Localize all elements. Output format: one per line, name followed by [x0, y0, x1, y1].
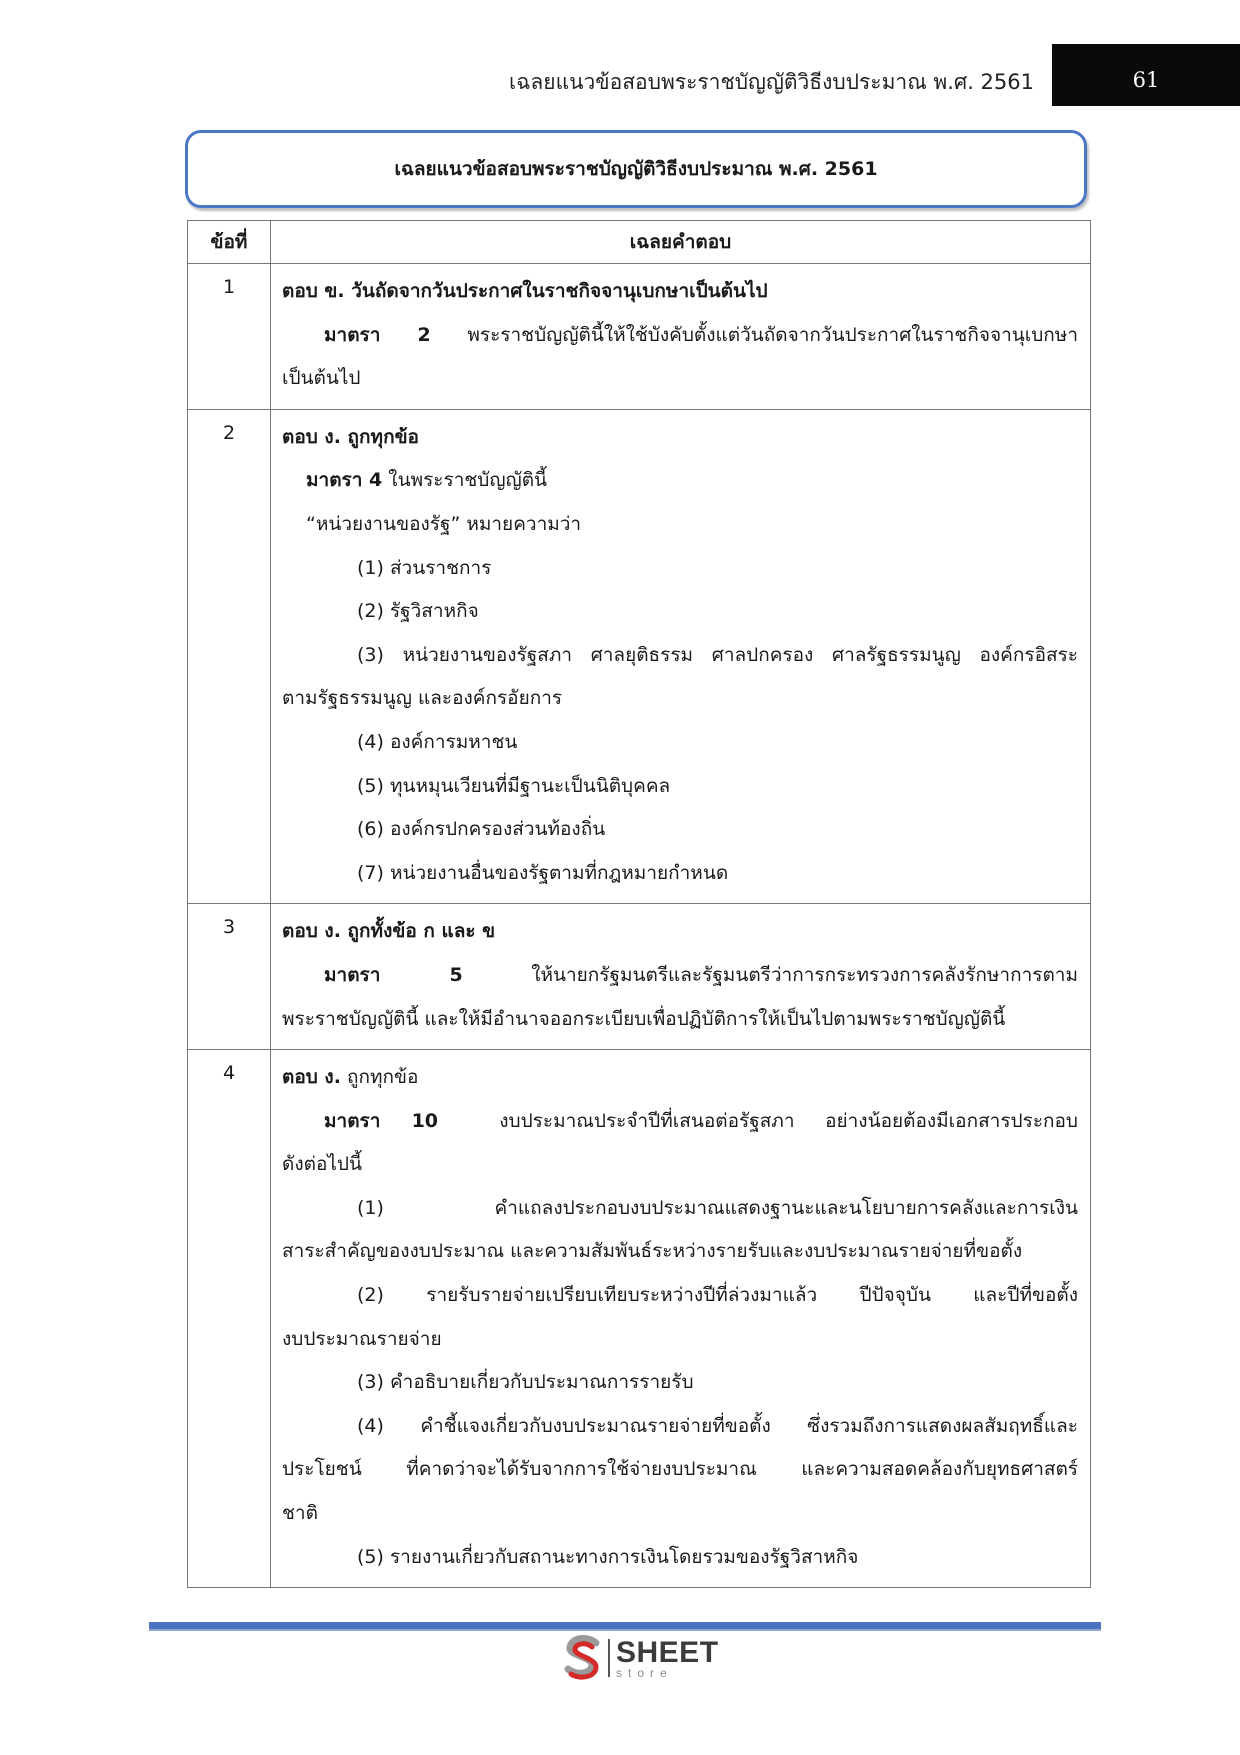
answer-line: ตอบ ง. ถูกทั้งข้อ ก และ ข: [282, 920, 496, 943]
document-title: เฉลยแนวข้อสอบพระราชบัญญัติวิธีงบประมาณ พ.ศ. 2561: [394, 158, 878, 180]
answer-line: ตอบ ง. ถูกทุกข้อ: [282, 425, 419, 448]
section-label: มาตรา 2: [324, 323, 431, 346]
table-row: [188, 1050, 1091, 1588]
column-header-number: ข้อที่: [188, 221, 271, 264]
list-item: (4) องค์การมหาชน: [357, 730, 518, 753]
logo-wordmark: [616, 1635, 719, 1680]
explanation-text: พระราชบัญญัตินี้ให้ใช้บังคับตั้งแต่วันถัดจากวันประกาศในราชกิจจานุเบกษา: [467, 323, 1078, 346]
list-item: (2) รายรับรายจ่ายเปรียบเทียบระหว่างปีที่ล่วงมาแล้ว ปีปัจจุบัน และปีที่ขอตั้ง: [357, 1284, 1078, 1307]
list-item: (5) รายงานเกี่ยวกับสถานะทางการเงินโดยรวมของรัฐวิสาหกิจ: [357, 1545, 859, 1568]
list-item-continuation: ตามรัฐธรรมนูญ และองค์กรอัยการ: [282, 687, 563, 710]
answer-text: ถูกทุกข้อ: [346, 1066, 419, 1089]
question-number: 3: [188, 904, 271, 1050]
list-item: (4) คำชี้แจงเกี่ยวกับงบประมาณรายจ่ายที่ขอตั้ง ซึ่งรวมถึงการแสดงผลสัมฤทธิ์และ: [357, 1414, 1078, 1437]
list-item: (1) ส่วนราชการ: [357, 556, 492, 579]
list-item: (6) องค์กรปกครองส่วนท้องถิ่น: [357, 818, 606, 841]
list-item-continuation: สาระสำคัญของงบประมาณ และความสัมพันธ์ระหว่างรายรับและงบประมาณรายจ่ายที่ขอตั้ง: [282, 1240, 1023, 1263]
list-item: (2) รัฐวิสาหกิจ: [357, 600, 479, 623]
logo-subword: store: [616, 1665, 673, 1680]
document-title-box: [185, 130, 1087, 208]
answer-cell: [271, 264, 1091, 410]
list-item: (5) ทุนหมุนเวียนที่มีฐานะเป็นนิติบุคคล: [357, 774, 671, 797]
question-number: 2: [188, 409, 271, 904]
sheet-store-logo-icon: [562, 1634, 604, 1682]
list-item-continuation: งบประมาณรายจ่าย: [282, 1327, 442, 1350]
explanation-line: [282, 954, 1078, 998]
explanation-text: ในพระราชบัญญัตินี้: [388, 469, 548, 492]
question-number: 4: [188, 1050, 271, 1588]
list-item: (7) หน่วยงานอื่นของรัฐตามที่กฎหมายกำหนด: [357, 861, 729, 884]
answer-line: [282, 1056, 1078, 1100]
section-label: มาตรา 10: [324, 1109, 439, 1132]
answer-table: [187, 220, 1091, 1588]
answer-cell: [271, 409, 1091, 904]
explanation-line: [282, 1100, 1078, 1144]
answer-choice: ตอบ ง.: [282, 1066, 341, 1089]
logo-word: SHEET: [616, 1635, 719, 1669]
answer-cell: [271, 904, 1091, 1050]
table-row: [188, 904, 1091, 1050]
table-header-row: [188, 221, 1091, 264]
logo-divider: [608, 1639, 610, 1677]
explanation-line: ดังต่อไปนี้: [282, 1153, 362, 1176]
explanation-line: [282, 459, 1078, 503]
running-header-title: เฉลยแนวข้อสอบพระราชบัญญัติวิธีงบประมาณ พ.ศ. 2561: [508, 70, 1034, 94]
list-item: (3) หน่วยงานของรัฐสภา ศาลยุติธรรม ศาลปกครอง ศาลรัฐธรรมนูญ องค์กรอิสระ: [357, 643, 1078, 666]
answer-cell: [271, 1050, 1091, 1588]
table-row: [188, 409, 1091, 904]
explanation-text: ให้นายกรัฐมนตรีและรัฐมนตรีว่าการกระทรวงการคลังรักษาการตาม: [531, 963, 1078, 986]
list-item: (3) คำอธิบายเกี่ยวกับประมาณการรายรับ: [357, 1371, 694, 1394]
explanation-line: เป็นต้นไป: [282, 367, 361, 390]
question-number: 1: [188, 264, 271, 410]
list-item: (1) คำแถลงประกอบงบประมาณแสดงฐานะและนโยบายการคลังและการเงิน: [357, 1196, 1078, 1219]
definition-line: “หน่วยงานของรัฐ” หมายความว่า: [306, 512, 582, 535]
table-row: [188, 264, 1091, 410]
answer-line: ตอบ ข. วันถัดจากวันประกาศในราชกิจจานุเบกษาเป็นต้นไป: [282, 280, 768, 302]
explanation-line: พระราชบัญญัตินี้ และให้มีอำนาจออกระเบียบเพื่อปฏิบัติการให้เป็นไปตามพระราชบัญญัตินี้: [282, 1007, 1006, 1030]
explanation-line: [282, 314, 1078, 358]
publisher-logo: [562, 1634, 719, 1682]
page-number: 61: [1052, 44, 1240, 106]
column-header-answer: เฉลยคำตอบ: [271, 221, 1091, 264]
list-item-continuation: ประโยชน์ ที่คาดว่าจะได้รับจากการใช้จ่ายงบประมาณ และความสอดคล้องกับยุทธศาสตร์: [282, 1458, 1078, 1481]
explanation-text: งบประมาณประจำปีที่เสนอต่อรัฐสภา อย่างน้อยต้องมีเอกสารประกอบ: [499, 1109, 1078, 1132]
section-label: มาตรา 4: [306, 469, 383, 492]
footer-rule: [149, 1622, 1101, 1629]
section-label: มาตรา 5: [324, 963, 463, 986]
list-item-continuation: ชาติ: [282, 1502, 318, 1525]
